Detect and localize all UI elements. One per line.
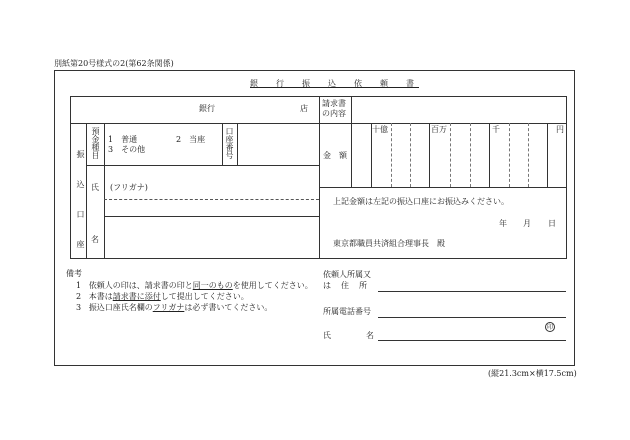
size-note: (縦21.3cm×横17.5cm) bbox=[488, 369, 577, 378]
deposit-type-label: 預金種目 bbox=[91, 127, 100, 159]
date-month-label: 月 bbox=[523, 219, 531, 228]
deposit-option-current[interactable]: 2 当座 bbox=[176, 135, 206, 144]
unit-yen: 円 bbox=[556, 125, 564, 134]
requester-address-label: は 住 所 bbox=[323, 281, 368, 290]
section-col-divider bbox=[86, 123, 87, 259]
requester-name-field[interactable] bbox=[378, 326, 538, 340]
note-item: 1 依頼人の印は、請求書の印と同一のものを使用してください。 bbox=[76, 281, 313, 290]
date-year-label: 年 bbox=[499, 219, 507, 228]
name-line bbox=[378, 340, 566, 341]
seal-mark: 印 bbox=[546, 324, 553, 331]
middle-divider bbox=[319, 96, 320, 259]
deposit-option-regular[interactable]: 1 普通 bbox=[108, 135, 138, 144]
phone-line bbox=[378, 317, 566, 318]
requester-name-label-1: 氏 bbox=[323, 331, 331, 340]
bank-label: 銀行 bbox=[199, 104, 215, 113]
unit-billion: 十億 bbox=[372, 125, 388, 134]
deposit-row-divider bbox=[86, 165, 319, 166]
address-field[interactable] bbox=[378, 276, 566, 291]
request-content-label: 請求書 の内容 bbox=[322, 99, 346, 119]
furigana-label: (フリガナ) bbox=[110, 183, 148, 192]
request-content-field[interactable] bbox=[352, 97, 566, 122]
address-line bbox=[378, 291, 566, 292]
name-label-top: 氏 bbox=[91, 183, 99, 192]
phone-label: 所属電話番号 bbox=[323, 307, 371, 316]
requester-affiliation-label: 依頼人所属又 bbox=[323, 270, 371, 279]
note-item: 3 振込口座氏名欄のフリガナは必ず書いてください。 bbox=[76, 303, 273, 312]
unit-million: 百万 bbox=[431, 125, 447, 134]
account-number-label: 口座番号 bbox=[225, 127, 234, 159]
account-number-divider-a bbox=[222, 123, 223, 165]
amount-row-divider bbox=[319, 187, 567, 188]
amount-label: 金 額 bbox=[323, 151, 347, 160]
date-day-label: 日 bbox=[548, 219, 556, 228]
unit-thousand: 千 bbox=[492, 125, 500, 134]
account-holder-name-field[interactable] bbox=[105, 200, 318, 258]
notes-heading: 備考 bbox=[66, 269, 82, 278]
addressee: 東京都職員共済組合理事長 殿 bbox=[333, 239, 445, 248]
note-item: 2 本書は請求書に添付して提出してください。 bbox=[76, 292, 249, 301]
amount-field[interactable] bbox=[352, 136, 566, 186]
account-number-field[interactable] bbox=[238, 124, 318, 164]
phone-field[interactable] bbox=[378, 303, 566, 317]
name-label-bottom: 名 bbox=[91, 235, 99, 244]
branch-label: 店 bbox=[300, 104, 308, 113]
requester-name-label-2: 名 bbox=[366, 331, 374, 340]
form-reference-note: 別紙第20号様式の2(第62条関係) bbox=[54, 59, 174, 68]
transfer-request-text: 上記金額は左記の振込口座にお振込みください。 bbox=[333, 197, 509, 206]
transfer-account-label: 振込口座 bbox=[76, 150, 85, 270]
form-title: 銀 行 振 込 依 頼 書 bbox=[250, 79, 419, 88]
deposit-option-other[interactable]: 3 その他 bbox=[108, 145, 146, 154]
